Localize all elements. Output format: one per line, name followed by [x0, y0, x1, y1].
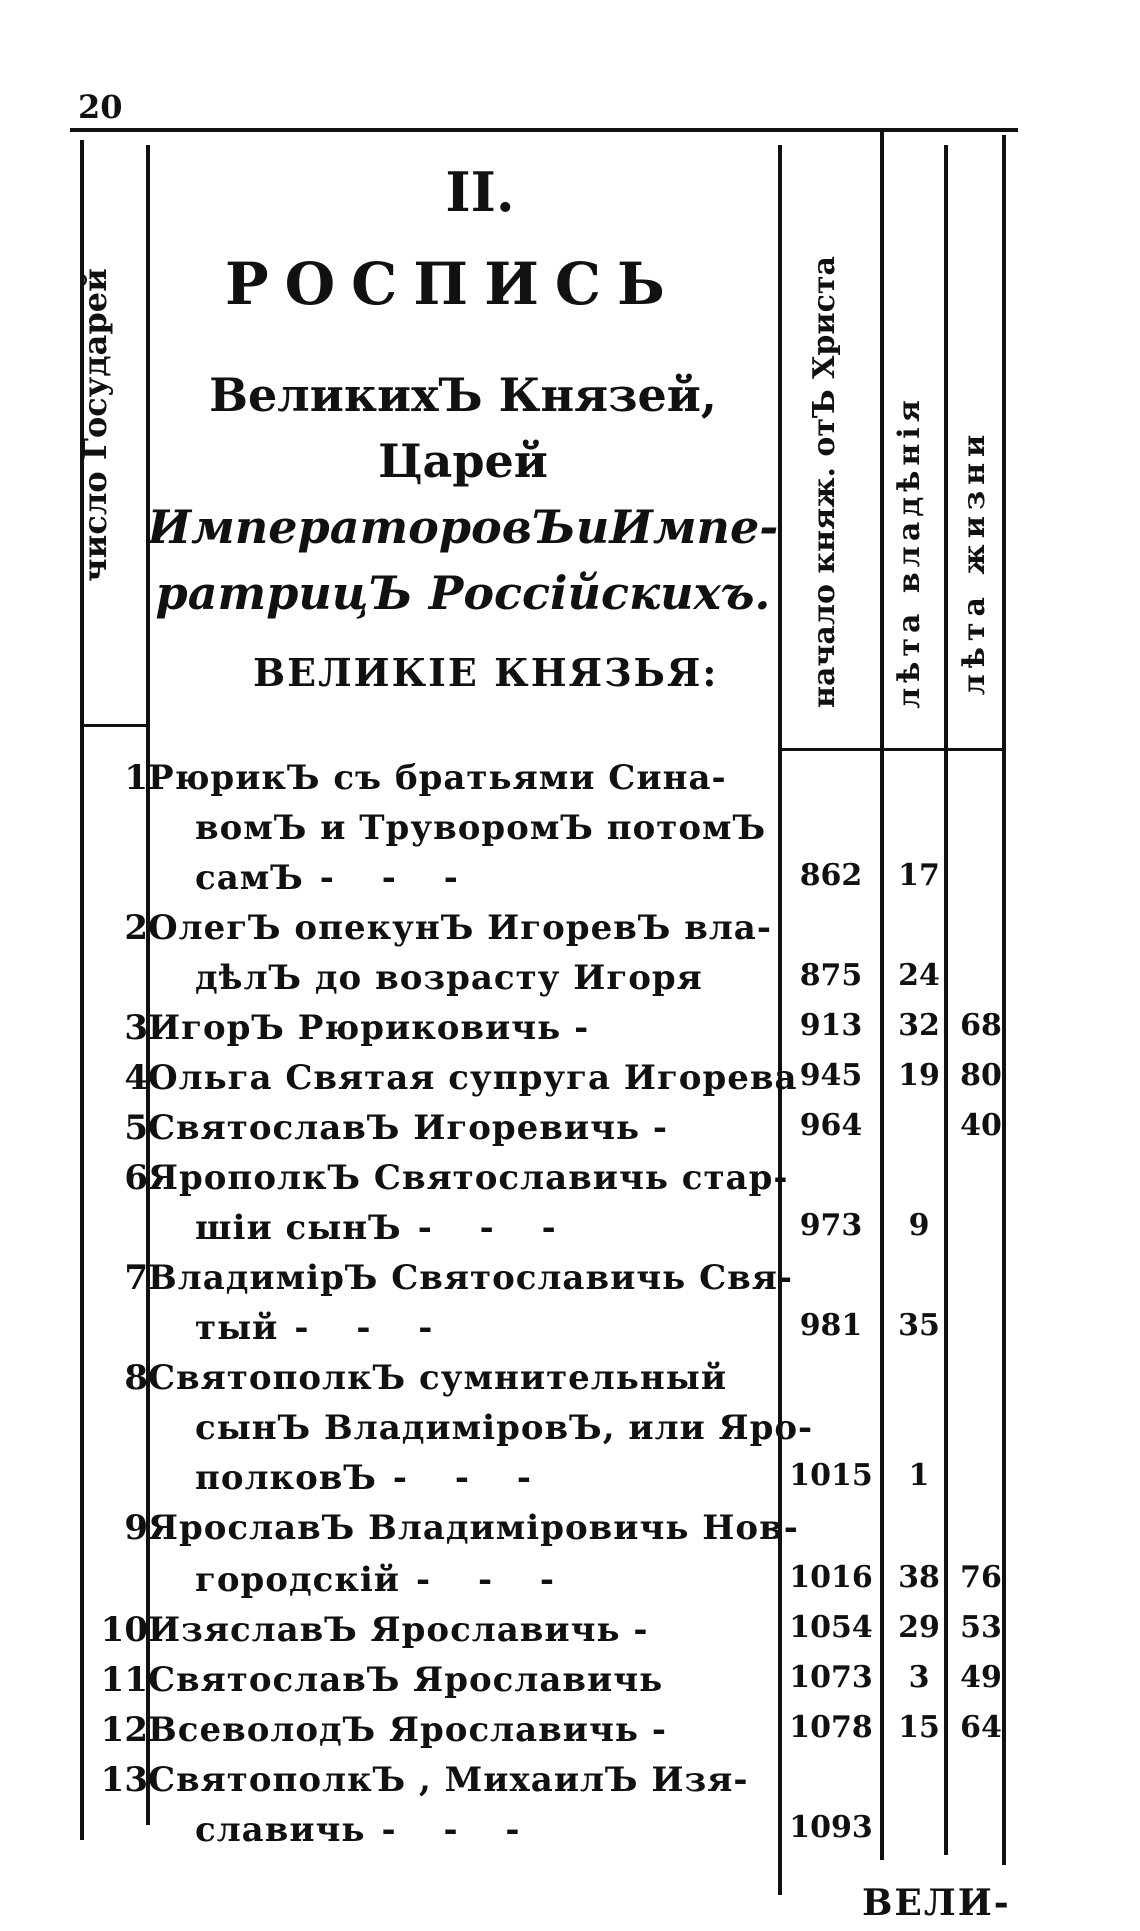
table-row — [0, 858, 1140, 902]
start-year: 875 — [799, 958, 863, 993]
reign-years: 17 — [898, 858, 940, 893]
ruler-name: Ольга Святая супруга Игорева — [148, 1058, 798, 1098]
leader-dashes: - - - — [392, 1458, 549, 1498]
life-years: 53 — [960, 1610, 1002, 1645]
life-years: 49 — [960, 1660, 1002, 1695]
ruler-number: 8 — [124, 1358, 148, 1398]
ruler-name: ИзяславЪ Ярославичь - — [148, 1610, 649, 1650]
table-row — [0, 1208, 1140, 1252]
table-row — [0, 1358, 1140, 1402]
page-subtitle — [143, 362, 783, 626]
header-years-of-reign: лѣта владѣнія — [892, 395, 927, 709]
catchword: ВЕЛИ- — [862, 1882, 1011, 1924]
leader-dashes: - - - — [294, 1308, 451, 1348]
ruler-name: ИгорЪ Рюриковичь - — [148, 1008, 590, 1048]
start-year: 945 — [799, 1058, 863, 1093]
table-row — [0, 1458, 1140, 1502]
ruler-name: самЪ — [195, 858, 304, 898]
start-year: 1073 — [789, 1660, 873, 1695]
table-row — [0, 1760, 1140, 1804]
ruler-number: 10 — [100, 1610, 148, 1650]
leader-dashes: - - - — [319, 858, 476, 898]
ruler-name-line — [195, 858, 815, 898]
ruler-name: СвятополкЪ сумнительный — [148, 1358, 728, 1398]
life-years: 64 — [960, 1710, 1002, 1745]
table-row — [0, 808, 1140, 852]
ruler-number: 1 — [124, 758, 148, 798]
leader-dashes: - - - — [416, 1560, 573, 1600]
table-row — [0, 1158, 1140, 1202]
start-year: 1093 — [789, 1810, 873, 1845]
start-year: 1054 — [789, 1610, 873, 1645]
start-year: 964 — [799, 1108, 863, 1143]
leader-dashes: - - - — [381, 1810, 538, 1850]
count-header-underline — [84, 724, 146, 727]
table-row — [0, 1610, 1140, 1654]
ruler-name-line — [195, 1458, 815, 1498]
top-rule — [70, 128, 1018, 132]
start-year: 973 — [799, 1208, 863, 1243]
ruler-name: ОлегЪ опекунЪ ИгоревЪ вла- — [148, 908, 772, 948]
life-years: 76 — [960, 1560, 1002, 1595]
ruler-number: 11 — [100, 1660, 148, 1700]
subtitle-line-3: ратрицЪ Россійскихъ. — [155, 566, 771, 620]
table-row — [0, 758, 1140, 802]
ruler-number: 6 — [124, 1158, 148, 1198]
reign-years: 9 — [908, 1208, 930, 1243]
table-row — [0, 1560, 1140, 1604]
ruler-name: РюрикЪ съ братьями Сина- — [148, 758, 727, 798]
ruler-name: ЯрополкЪ Святославичь стар- — [148, 1158, 789, 1198]
ruler-name: славичь — [195, 1810, 366, 1850]
ruler-name: тый — [195, 1308, 279, 1348]
table-row — [0, 1308, 1140, 1352]
reign-years: 3 — [908, 1660, 930, 1695]
subtitle-line-1: ВеликихЪ Князей, Царей — [209, 368, 717, 488]
reign-years: 32 — [898, 1008, 940, 1043]
ruler-name: полковЪ — [195, 1458, 377, 1498]
ruler-number: 7 — [124, 1258, 148, 1298]
leader-dashes: - - - — [417, 1208, 574, 1248]
life-years: 40 — [960, 1108, 1002, 1143]
reign-years: 35 — [898, 1308, 940, 1343]
reign-years: 1 — [908, 1458, 930, 1493]
ruler-name: ЯрославЪ Владиміровичь Нов- — [148, 1508, 799, 1548]
ruler-name: СвятославЪ Игоревичь - — [148, 1108, 669, 1148]
page-title: РОСПИСЬ — [225, 250, 681, 318]
ruler-number: 2 — [124, 908, 148, 948]
section-roman-numeral: II. — [445, 160, 515, 224]
ruler-name: ВсеволодЪ Ярославичь - — [148, 1710, 667, 1750]
reign-years: 19 — [898, 1058, 940, 1093]
ruler-name-line — [195, 1810, 815, 1850]
ruler-number: 5 — [124, 1108, 148, 1148]
table-row — [0, 1058, 1140, 1102]
ruler-number: 4 — [124, 1058, 148, 1098]
ruler-number: 12 — [100, 1710, 148, 1750]
start-year: 1078 — [789, 1710, 873, 1745]
page-number: 20 — [78, 88, 123, 126]
start-year: 1016 — [789, 1560, 873, 1595]
start-year: 862 — [799, 858, 863, 893]
reign-years: 38 — [898, 1560, 940, 1595]
life-years: 68 — [960, 1008, 1002, 1043]
table-row — [0, 1660, 1140, 1704]
table-row — [0, 1108, 1140, 1152]
ruler-name-line — [195, 1308, 815, 1348]
start-year: 981 — [799, 1308, 863, 1343]
life-years: 80 — [960, 1058, 1002, 1093]
ruler-number: 9 — [124, 1508, 148, 1548]
ruler-number: 3 — [124, 1008, 148, 1048]
start-year: 1015 — [789, 1458, 873, 1493]
header-start-of-reign: начало княж. отЪ Христа — [807, 256, 842, 708]
table-row — [0, 958, 1140, 1002]
table-row — [0, 1508, 1140, 1552]
ruler-name: сынЪ ВладиміровЪ, или Яро- — [195, 1408, 814, 1448]
ruler-number: 13 — [100, 1760, 148, 1800]
reign-years: 24 — [898, 958, 940, 993]
start-year: 913 — [799, 1008, 863, 1043]
ruler-name-line — [195, 1208, 815, 1248]
table-row — [0, 908, 1140, 952]
header-count-of-rulers: число Государей — [76, 268, 114, 582]
ruler-name: городскій — [195, 1560, 401, 1600]
header-years-of-life: лѣта жизни — [957, 428, 992, 696]
ruler-name: СвятополкЪ , МихаилЪ Изя- — [148, 1760, 749, 1800]
table-row — [0, 1710, 1140, 1754]
ruler-name-line — [195, 1560, 815, 1600]
reign-years: 29 — [898, 1610, 940, 1645]
table-row — [0, 1258, 1140, 1302]
table-row — [0, 1408, 1140, 1452]
table-row — [0, 1008, 1140, 1052]
ruler-name: шіи сынЪ — [195, 1208, 402, 1248]
table-row — [0, 1810, 1140, 1854]
subtitle-line-2: ИмператоровЪиИмпе- — [147, 500, 779, 554]
section-heading: ВЕЛИКІЕ КНЯЗЬЯ: — [253, 650, 719, 695]
ruler-name: СвятославЪ Ярославичь — [148, 1660, 664, 1700]
ruler-name: дѣлЪ до возрасту Игоря — [195, 958, 703, 998]
ruler-name: ВладимірЪ Святославичь Свя- — [148, 1258, 794, 1298]
reign-years: 15 — [898, 1710, 940, 1745]
ruler-name: вомЪ и ТруворомЪ потомЪ — [195, 808, 767, 848]
